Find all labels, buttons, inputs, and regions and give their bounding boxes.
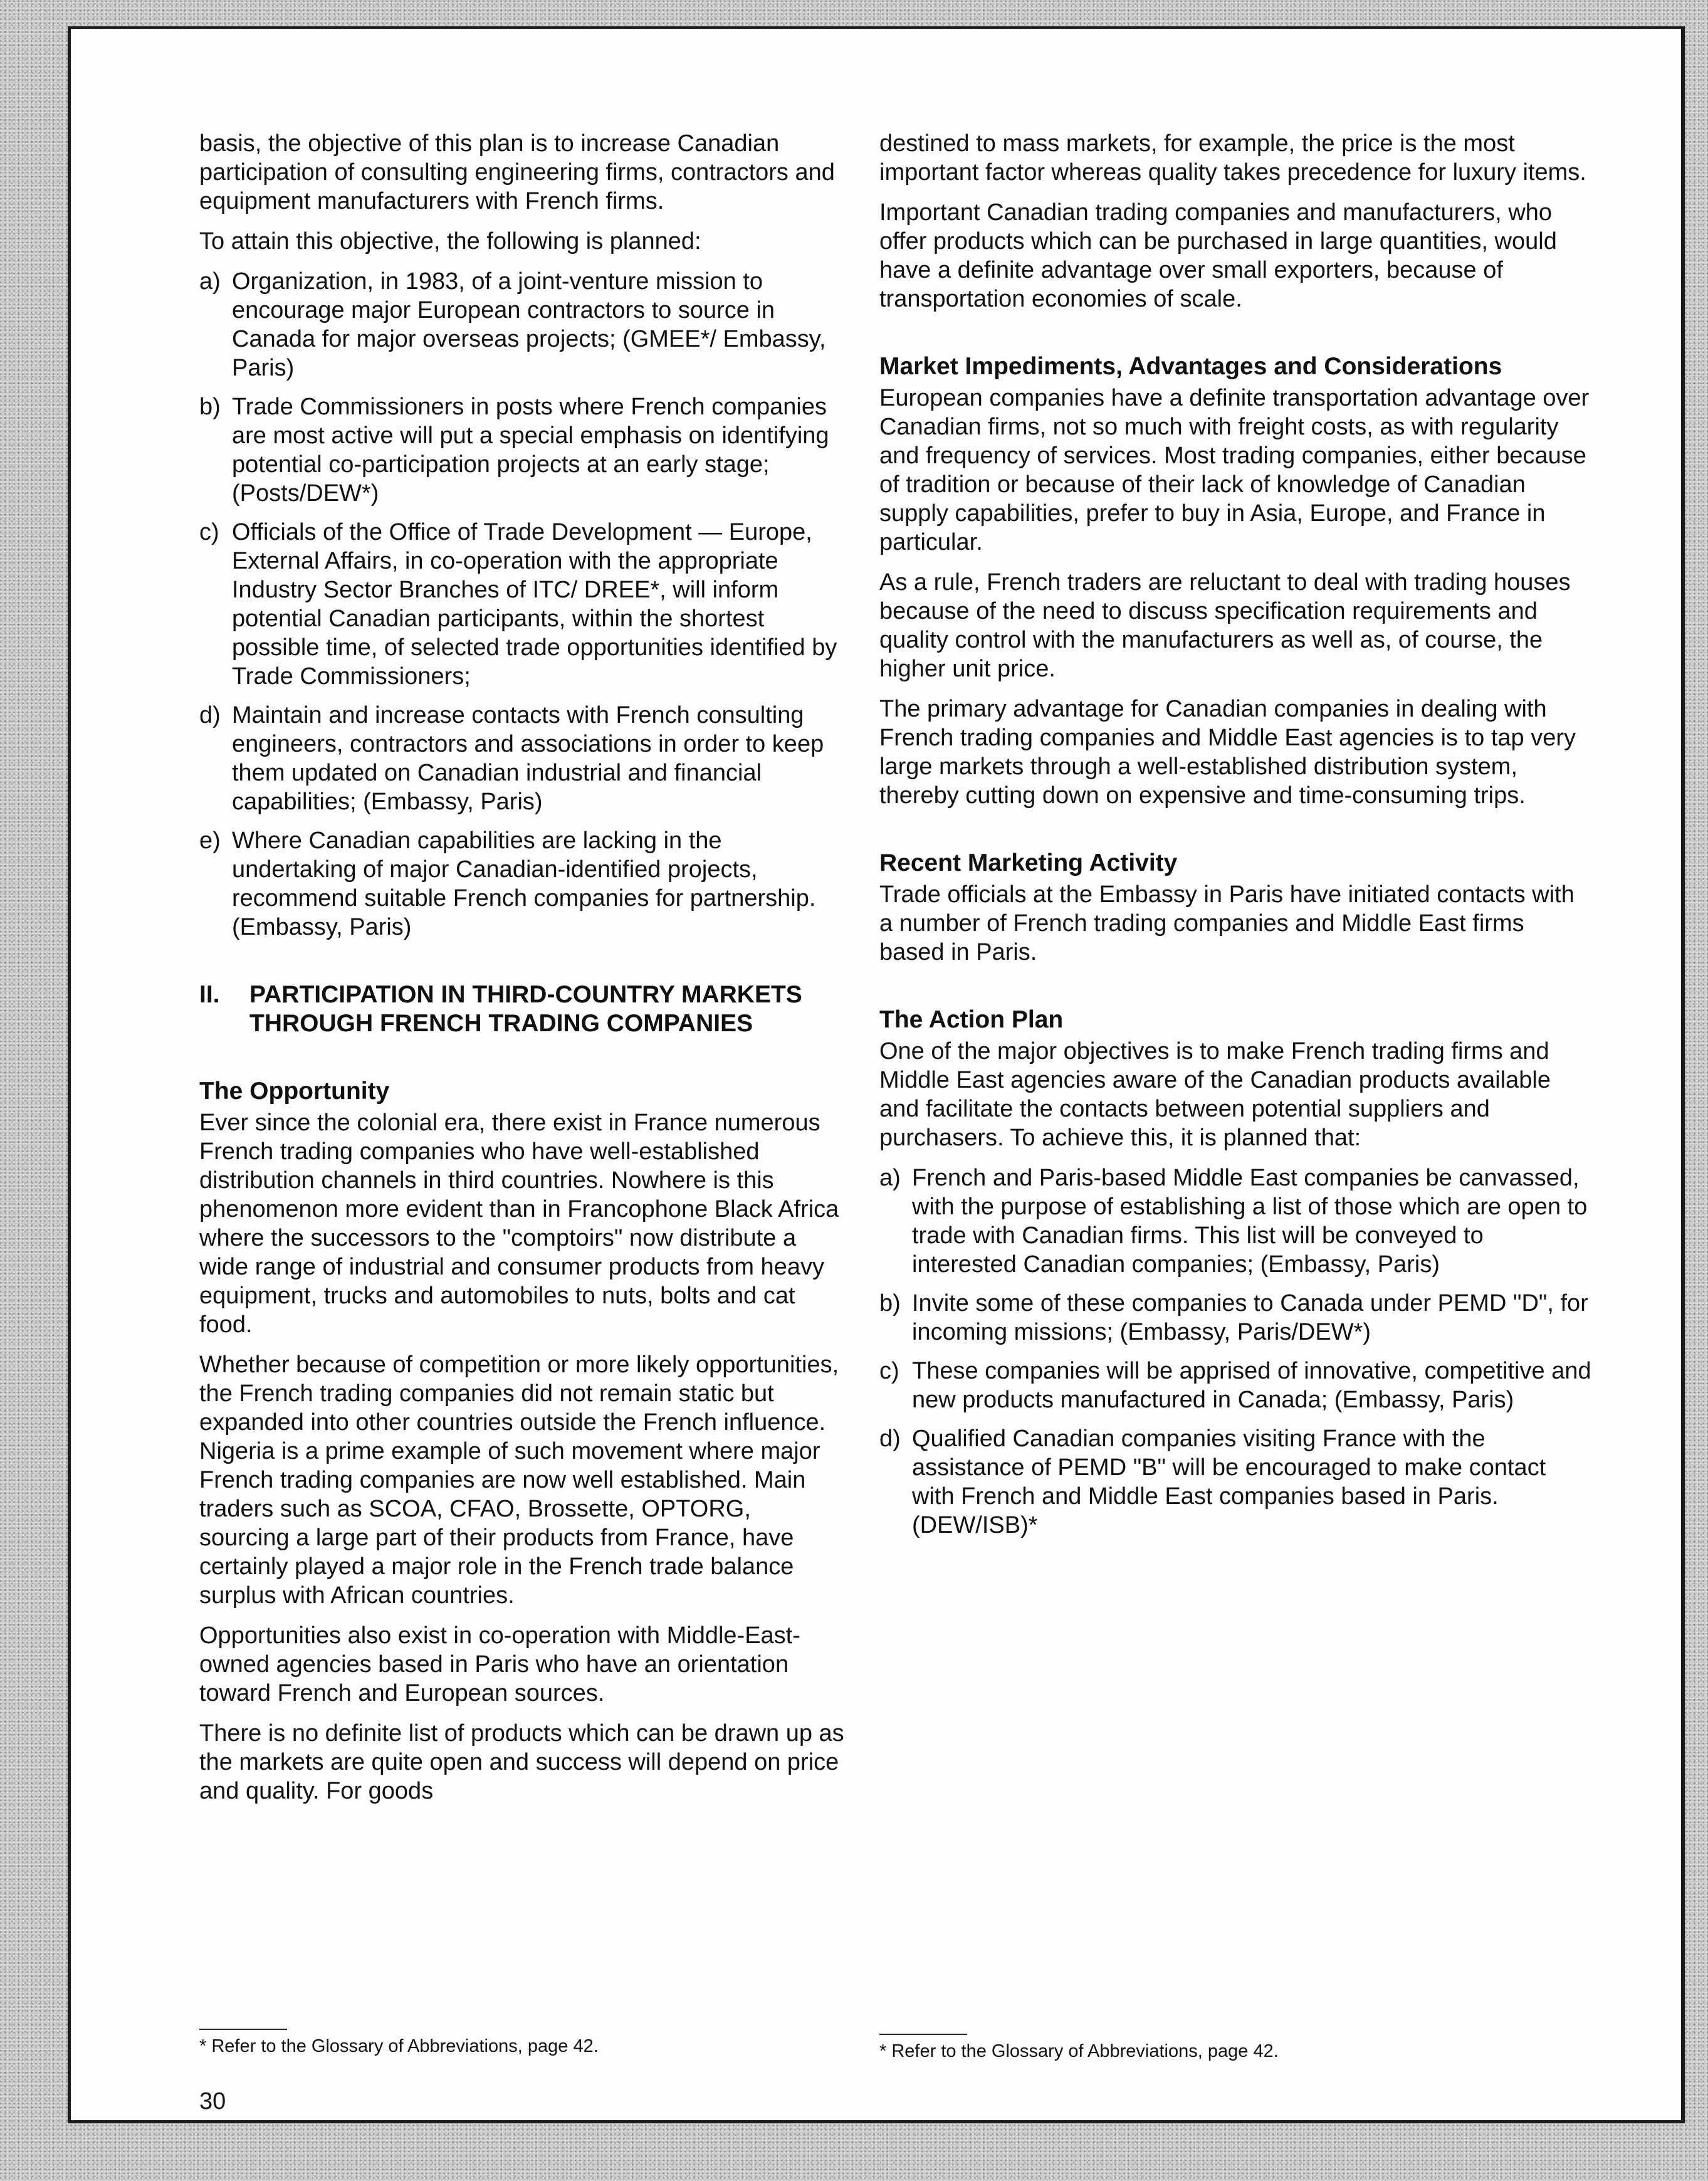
plan-item (199, 267, 845, 382)
opportunity-paragraph: Whether because of competition or more likely opportunities, the French trading companies did not remain static but expanded into other countries outside the French influence. Nigeria is a prime example of such movement where major French trading companies are now well established. Main traders such as SCOA, CFAO, Brossette, OPTORG, sourcing a large part of their products from France, have certainly played a major role in the French trade balance surplus with African countries. (199, 1352, 839, 1609)
footnote-rule (199, 2029, 287, 2030)
item-label: d) (879, 1426, 901, 1452)
footnote-left (199, 2029, 599, 2057)
section-heading (199, 980, 845, 1038)
action-plan-heading: The Action Plan (879, 1006, 1064, 1033)
footnote-right (879, 2034, 1279, 2063)
impediments-paragraph: As a rule, French traders are reluctant to deal with trading houses because of the need to discuss specification requirements and quality control with the manufacturers as well as, of course, the higher unit price. (879, 569, 1571, 682)
intro-paragraph: basis, the objective of this plan is to increase Canadian participation of consulting engineering firms, contractors and equipment manufacturers with French firms. (199, 130, 835, 214)
section-title: PARTICIPATION IN THIRD-COUNTRY MARKETS THROUGH FRENCH TRADING COMPANIES (249, 981, 802, 1037)
marketing-paragraph: Trade officials at the Embassy in Paris have initiated contacts with a number of French trading companies and Middle East firms based in Paris. (879, 881, 1574, 965)
opportunity-heading: The Opportunity (199, 1078, 390, 1105)
action-item (879, 1289, 1594, 1347)
item-text: Trade Commissioners in posts where French companies are most active will put a special emphasis on identifying potential co-participation projects at an early stage; (Posts/DEW*) (232, 394, 829, 507)
item-text: French and Paris-based Middle East companies be canvassed, with the purpose of establishing a list of those which are open to trade with Canadian firms. This list will be conveyed to interested Canadian companies; (Embassy, Paris) (912, 1165, 1588, 1278)
impediments-paragraph: The primary advantage for Canadian companies in dealing with French trading companies and Middle East agencies is to tap very large markets through a well-established distribution system, thereby cutting down on expensive and time-consuming trips. (879, 696, 1576, 809)
action-item (879, 1424, 1594, 1540)
item-text: Organization, in 1983, of a joint-venture mission to encourage major European contractors to source in Canada for major overseas projects; (GMEE*/ Embassy, Paris) (232, 268, 826, 381)
plan-item (199, 518, 845, 691)
plan-item (199, 826, 845, 942)
item-text: Officials of the Office of Trade Development — Europe, External Affairs, in co-operation with the appropriate Industry Sector Branches of ITC/ DREE*, will inform potential Canadian participants, within the shortest possible time, of selected trade opportunities identified by Trade Commissioners; (232, 519, 837, 690)
opportunity-paragraph: There is no definite list of products which can be drawn up as the markets are quite open and success will depend on price and quality. For goods (199, 1720, 844, 1804)
item-label: e) (199, 828, 221, 854)
right-column (879, 129, 1594, 1550)
opportunity-paragraph: Ever since the colonial era, there exist in France numerous French trading companies who have well-established distribution channels in third countries. Nowhere is this phenomenon more evident than in Francophone Black Africa where the successors to the "comptoirs" now distribute a wide range of industrial and consumer products from heavy equipment, trucks and automobiles to nuts, bolts and cat food. (199, 1110, 839, 1338)
continuation-paragraph: Important Canadian trading companies and manufacturers, who offer products which can be purchased in large quantities, would have a definite advantage over small exporters, because of transportation economies of scale. (879, 199, 1557, 312)
action-item (879, 1357, 1594, 1414)
action-plan-paragraph: One of the major objectives is to make French trading firms and Middle East agencies aware of the Canadian products available and facilitate the contacts between potential suppliers and purchasers. To achieve this, it is planned that: (879, 1038, 1551, 1151)
opportunity-paragraph: Opportunities also exist in co-operation with Middle-East-owned agencies based in Paris who have an orientation toward French and European sources. (199, 1622, 800, 1706)
item-label: a) (199, 268, 221, 295)
item-label: d) (199, 702, 221, 728)
item-text: These companies will be apprised of innovative, competitive and new products manufactured in Canada; (Embassy, Paris) (912, 1358, 1591, 1413)
plan-item (199, 392, 845, 508)
footnote-rule (879, 2034, 967, 2035)
plan-item (199, 701, 845, 816)
impediments-paragraph: European companies have a definite transportation advantage over Canadian firms, not so much with freight costs, as with regularity and frequency of services. Most trading companies, either because of tradition or because of their lack of knowledge of Canadian supply capabilities, prefer to buy in Asia, Europe, and France in particular. (879, 385, 1590, 555)
impediments-heading: Market Impediments, Advantages and Considerations (879, 353, 1502, 380)
footnote-text: * Refer to the Glossary of Abbreviations, page 42. (199, 2036, 599, 2056)
item-label: a) (879, 1165, 901, 1191)
section-number: II. (199, 981, 220, 1008)
item-label: c) (199, 519, 219, 545)
item-text: Where Canadian capabilities are lacking in the undertaking of major Canadian-identified projects, recommend suitable French companies for partnership. (Embassy, Paris) (232, 828, 816, 940)
footnote-text: * Refer to the Glossary of Abbreviations, page 42. (879, 2041, 1279, 2061)
item-label: c) (879, 1358, 899, 1384)
continuation-paragraph: destined to mass markets, for example, the price is the most important factor whereas quality takes precedence for luxury items. (879, 130, 1586, 186)
page-number: 30 (199, 2088, 226, 2115)
item-text: Maintain and increase contacts with French consulting engineers, contractors and associations in order to keep them updated on Canadian industrial and financial capabilities; (Embassy, Paris) (232, 702, 824, 815)
left-column (199, 129, 845, 1817)
document-page (68, 26, 1685, 2123)
item-label: b) (879, 1290, 901, 1316)
plan-lead: To attain this objective, the following is planned: (199, 228, 701, 255)
item-label: b) (199, 394, 221, 420)
item-text: Invite some of these companies to Canada under PEMD "D", for incoming missions; (Embassy, Paris/DEW*) (912, 1290, 1588, 1345)
marketing-heading: Recent Marketing Activity (879, 849, 1178, 876)
action-item (879, 1164, 1594, 1279)
item-text: Qualified Canadian companies visiting France with the assistance of PEMD "B" will be encouraged to make contact with French and Middle East companies based in Paris. (DEW/ISB)* (912, 1426, 1546, 1538)
